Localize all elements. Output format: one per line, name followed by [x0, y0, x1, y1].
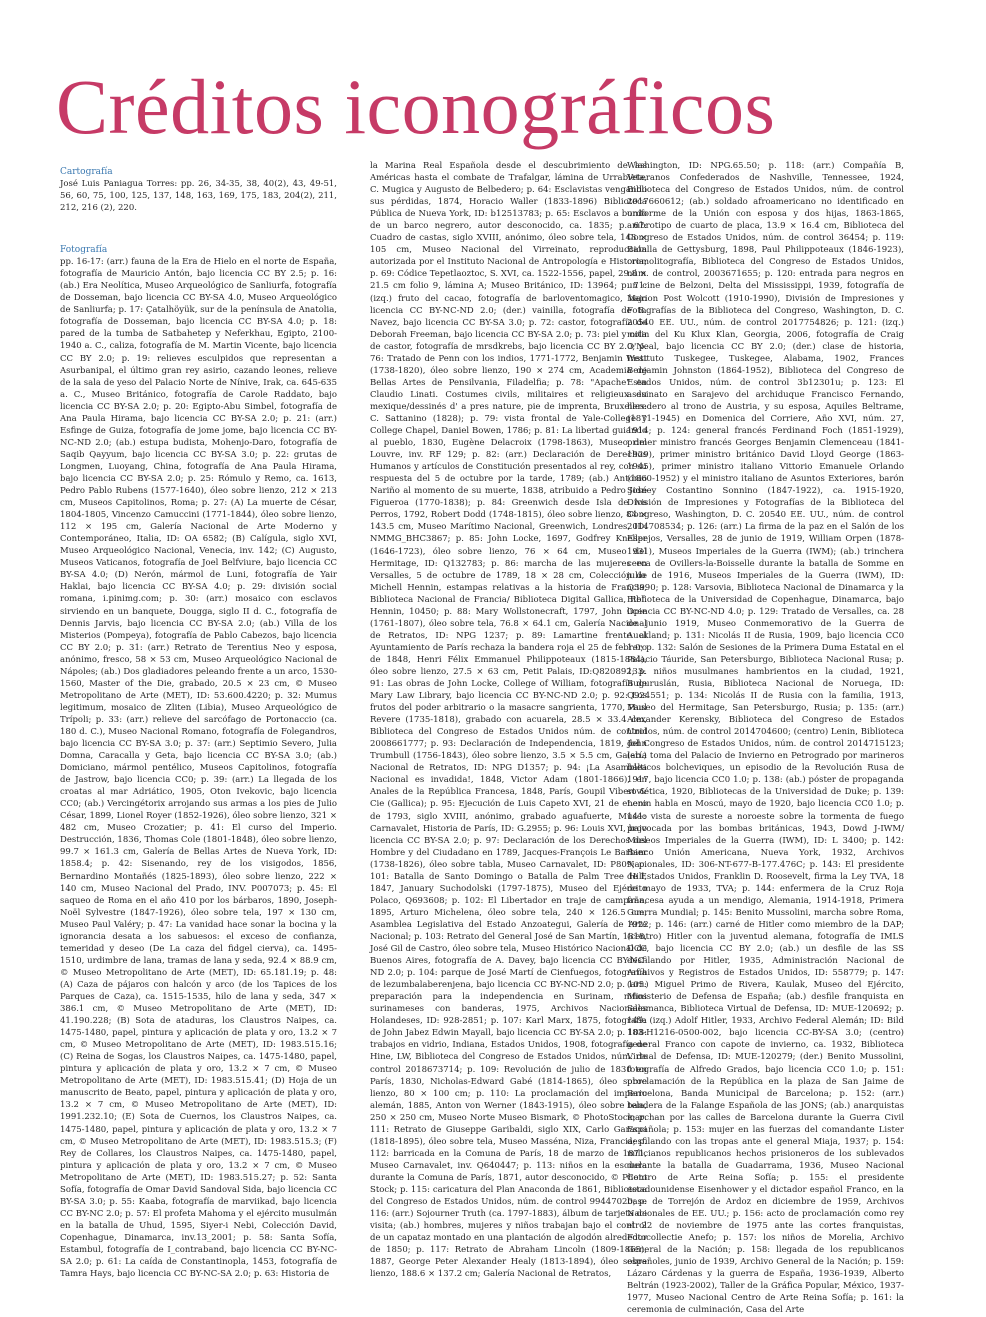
text-column-3: [627, 160, 904, 1316]
text-column-1: [60, 166, 337, 1286]
section-heading-cartografia: Cartografía: [60, 167, 113, 177]
section-heading-fotografia: Fotografía: [60, 245, 108, 256]
section-text-fotografia-part-1: pp. 16-17: (arr.) fauna de la Era de Hielo en el norte de España, fotografía de Mauricio Antón, bajo licencia CC BY 2.5; p. 16: (ab.) Era Neolítica, Museo Arqueológico de Sanliurfa, fotografía de Dosseman, bajo licencia CC BY-SA 4.0, Museo Arqueológico de Sanliurfa; p. 17: Çatalhöyük, sur de la península de Anatolia, fotografía de Dosseman, bajo licencia CC BY-SA 4.0; p. 18: pared de la tumba de Satbahetep y Neferkhau, Egipto, 2100-1940 a. C., caliza, fotografía de M. Martin Vicente, bajo licencia CC BY 2.0; p. 19: relieves esculpidos que representan a Asurbanipal, el último gran rey asirio, cazando leones, relieve de la sala de yeso del Palacio Norte de Nínive, Irak, ca. 645-635 a. C., Museo Británico, fotografía de Carole Raddato, bajo licencia CC BY-SA 2.0; p. 20: Egipto-Abu Simbel, fotografía de Ana Paula Hirama, bajo licencia CC BY-SA 2.0; p. 21: (arr.) Esfinge de Guiza, fotografía de jome jome, bajo licencia CC BY-NC-ND 2.0; (ab.) estupa budista, Mohenjo-Daro, fotografía de Saqib Qayyum, bajo licencia CC BY-SA 3.0; p. 22: grutas de Longmen, Luoyang, China, fotografía de Ana Paula Hirama, bajo licencia CC BY-SA 2.0; p. 25: Rómulo y Remo, ca. 1613, Pedro Pablo Rubens (1577-1640), óleo sobre lienzo, 212 × 213 cm, Museos Capitolinos, Roma; p. 27: (A) La muerte de César, 1804-1805, Vincenzo Camuccini (1771-1844), óleo sobre lienzo, 112 × 195 cm, Galería Nacional de Arte Moderno y Contemporáneo, Italia, ID: OA 6582; (B) Calígula, siglo XVI, Museo Arqueológico Nacional, Venecia, inv. 142; (C) Augusto, Museos Vaticanos, fotografía de Joel Belfviure, bajo licencia CC BY-SA 4.0; (D) Nerón, mármol de Luni, fotografía de Yair Haklai, bajo licencia CC BY-SA 4.0; p. 29: división social romana, i.pinimg.com; p. 30: (arr.) mosaico con esclavos sirviendo en un banquete, Dougga, siglo II d. C., fotografía de Dennis Jarvis, bajo licencia CC BY-SA 2.0; (ab.) Villa de los Misterios (Pompeya), fotografía de Pablo Cabezos, bajo licencia CC BY 2.0; p. 31: (arr.) Retrato de Terentius Neo y esposa, anónimo, fresco, 58 × 53 cm, Museo Arqueológico Nacional de Nápoles; (ab.) Dos gladiadores peleando frente a un arco, 1530-1560, Master of the Die, grabado, 20.5 × 23 cm, © Museo Metropolitano de Arte (MET), ID: 53.600.4220; p. 32: Mumus legitimum, mosaico de Zliten (Libia), Museo Arqueológico de Trípoli; p. 33: (arr.) relieve del sarcófago de Portonaccio (ca. 180 d. C.), Museo Nacional Romano, fotografía de Folegandros, bajo licencia CC BY-SA 3.0; p. 37: (arr.) Septimio Severo, Julia Domna, Caracalla y Geta, bajo licencia CC BY-SA 3.0; (ab.) Domiciano, mármol pentélico, Museos Capitolinos, fotografía de Jastrow, bajo licencia CC0; p. 39: (arr.) La llegada de los croatas al mar Adriático, 1905, Oton Ivekovic, bajo licencia CC0; (ab.) Vercingétorix arrojando sus armas a los pies de Julio César, 1899, Lionel Royer (1852-1926), óleo sobre lienzo, 321 × 482 cm, Museo Crozatier; p. 41: El curso del Imperio. Destrucción, 1836, Thomas Cole (1801-1848), óleo sobre lienzo, 99.7 × 161.3 cm, Galería de Bellas Artes de Nueva York, ID: 1858.4; p. 42: Sisenando, rey de los visigodos, 1856, Bernardino Montañés (1825-1893), óleo sobre lienzo, 222 × 140 cm, Museo Nacional del Prado, INV. P007073; p. 45: El saqueo de Roma en el año 410 por los bárbaros, 1890, Joseph-Noël Sylvestre (1847-1926), óleo sobre tela, 197 × 130 cm, Museo Paul Valéry; p. 47: La vanidad hace sonar la bocina y la ignorancia desata a los sabuesos: el exceso de confianza, temeridad y deseo (De La caza del fidgel cierva), ca. 1495-1510, urdimbre de lana, tramas de lana y seda, 92.4 × 88.9 cm, © Museo Metropolitano de Arte (MET), ID: 65.181.19; p. 48: (A) Caza de pájaros con halcón y arco (de los Tapices de los Parques de Caza), ca. 1515-1535, hilo de lana y seda, 347 × 386.1 cm, © Museo Metropolitano de Arte (MET), ID: 41.190.228; (B) Sota de ataduras, los Claustros Naipes, ca. 1475-1480, papel, pintura y aplicación de plata y oro, 13.2 × 7 cm, © Museo Metropolitano de Arte (MET), ID: 1983.515.16; (C) Reina de Sogas, los Claustros Naipes, ca. 1475-1480, papel, pintura y aplicación de plata y oro, 13.2 × 7 cm, © Museo Metropolitano de Arte (MET), ID: 1983.515.41; (D) Hoja de un manuscrito de Beato, papel, pintura y aplicación de plata y oro, 13.2 × 7 cm, © Museo Metropolitano de Arte (MET), ID: 1991.232.10; (E) Sota de Cuernos, los Claustros Naipes, ca. 1475-1480, papel, pintura y aplicación de plata y oro, 13.2 × 7 cm, © Museo Metropolitano de Arte (MET), ID: 1983.515.3; (F) Rey de Collares, los Claustros Naipes, ca. 1475-1480, papel, pintura y aplicación de plata y oro, 13.2 × 7 cm, © Museo Metropolitano de Arte (MET), ID: 1983.515.27; p. 52: Santa Sofía, fotografía de Omar David Sandoval Sida, bajo licencia CC BY-SA 3.0; p. 55: Kaaba, fotografía de marviikad, bajo licencia CC BY-NC 2.0; p. 57: El profeta Mahoma y el ejército musulmán en la batalla de Uhud, 1595, Siyer-i Nebi, Colección David, Copenhague, Dinamarca, inv.13_2001; p. 58: Santa Sofía, Estambul, fotografía de I_contraband, bajo licencia CC BY-NC-SA 2.0; p. 61: La caída de Constantinopla, 1453, fotografía de Tamra Hays, bajo licencia CC BY-NC-SA 2.0; p. 63: Historia de: [60, 257, 337, 1280]
page-title: Créditos iconográficos: [56, 63, 776, 150]
section-text-fotografia-part-2: la Marina Real Española desde el descubrimiento de las Américas hasta el combate de Trafalgar, lámina de Urrabieta, C. Mugica y Augusto de Belbedero; p. 64: Esclavistas vengando sus pérdidas, 1874, Horacio Waller (1833-1896) Biblioteca Pública de Nueva York, ID: b12513783; p. 65: Esclavos a bordo de un barco negrero, autor desconocido, ca. 1835; p. 67: Cuadro de castas, siglo XVIII, anónimo, óleo sobre tela, 148 × 105 cm, Museo Nacional del Virreinato, reproducción autorizada por el Instituto Nacional de Antropología e Historia; p. 69: Códice Tepetlaoztoc, S. XVI, ca. 1522-1556, papel, 29.8 × 21.5 cm folio 9, lámina A; Museo Británico, ID: 13964; p. 71: (izq.) fruto del cacao, fotografía de barloventomagico, bajo licencia CC BY-NC-ND 2.0; (der.) vainilla, fotografía de B. Navez, bajo licencia CC BY-SA 3.0; p. 72: castor, fotografía de Deborah Freeman, bajo licencia CC BY-SA 2.0; p. 73: piel y cola de castor, fotografía de mrsdkrebs, bajo licencia CC BY 2.0; p. 76: Tratado de Penn con los indios, 1771-1772, Benjamin West (1738-1820), óleo sobre lienzo, 190 × 274 cm, Academia de Bellas Artes de Pensilvania, Filadelfia; p. 78: "Apache" en Claudio Linati. Costumes civils, militaires et religieux du mexique/dessinés d' a pres nature, pie de imprenta, Bruxelles. C. Sattanino (1828); p. 79: vista frontal de Yale-College y College Chapel, Daniel Bowen, 1786; p. 81: La libertad guiando al pueblo, 1830, Eugène Delacroix (1798-1863), Museo del Louvre, inv. RF 129; p. 82: (arr.) Declaración de Derechos Humanos y artículos de Constitución presentados al rey, con su respuesta del 5 de octubre por la tarde, 1789; (ab.) Antonio Nariño al momento de su muerte, 1838, atribuido a Pedro José Figueroa (1770-1838); p. 84: Greenwich desde Isla de los Perros, 1792, Robert Dodd (1748-1815), óleo sobre lienzo, 84 × 143.5 cm, Museo Marítimo Nacional, Greenwich, Londres, ID: NMMG_BHC3867; p. 85: John Locke, 1697, Godfrey Kneller (1646-1723), óleo sobre lienzo, 76 × 64 cm, Museo del Hermitage, ID: Q132783; p. 86: marcha de las mujeres en Versalles, 5 de octubre de 1789, 18 × 28 cm, Colección de Michell Hennin, estampas relativas a la historia de Francia, Biblioteca Nacional de Francia/ Biblioteca Digital Gallica, Ref. Hennin, 10450; p. 88: Mary Wollstonecraft, 1797, John Opie (1761-1807), óleo sobre tela, 76.8 × 64.1 cm, Galería Nacional de Retratos, ID: NPG 1237; p. 89: Lamartine frente al Ayuntamiento de París rechaza la bandera roja el 25 de febrero de 1848, Henri Félix Emmanuel Philippoteaux (1815-1884), óleo sobre lienzo, 27.5 × 63 cm, Petit Palais, ID:Q820892; p. 91: Las obras de John Locke, College of William, fotografía de Mary Law Library, bajo licencia CC BY-NC-ND 2.0; p. 92: Los frutos del poder arbitrario o la masacre sangrienta, 1770, Paul Revere (1735-1818), grabado con acuarela, 28.5 × 33.4 cm, Biblioteca del Congreso de Estados Unidos núm. de control 2008661777; p. 93: Declaración de Independencia, 1819, John Trumbull (1756-1843), óleo sobre lienzo, 3.5 × 5.5 cm, Galería Nacional de Retratos, ID: NPG D1357; p. 94: ¡La Asamblea Nacional es invadida!, 1848, Victor Adam (1801-1866), en Anales de la República Francesa, 1848, París, Goupil Vibert & Cie (Gallica); p. 95: Ejecución de Luis Capeto XVI, 21 de enero de 1793, siglo XVIII, anónimo, grabado aguafuerte, Museo Carnavalet, Historia de París, ID: G.2955; p. 96: Louis XVI, bajo licencia CC BY-SA 2.0; p. 97: Declaración de los Derechos del Hombre y del Ciudadano en 1789, Jacques-François Le Barbier (1738-1826), óleo sobre tabla, Museo Carnavalet, ID: P809; p. 101: Batalla de Santo Domingo o Batalla de Palm Tree Hill, 1847, January Suchodolski (1797-1875), Museo del Ejército Polaco, Q693608; p. 102: El Libertador en traje de campaña, 1895, Arturo Michelena, óleo sobre tela, 240 × 126.5 cm, Asamblea Legislativa del Estado Anzoategui, Galería de Arte Nacional; p. 103: Retrato del General José de San Martín, 1818, José Gil de Castro, óleo sobre tela, Museo Histórico Nacional de Buenos Aires, fotografía de A. Davey, bajo licencia CC BY-NC-ND 2.0; p. 104: parque de José Martí de Cienfuegos, fotografía de lezumbalaberenjena, bajo licencia CC BY-NC-ND 2.0; p. 105: preparación para la independencia en Surinam, niños surinameses con banderas, 1975, Archivos Nacionales Holandeses, ID: 928-2851; p. 107: Karl Marx, 1875, fotografía de John Jabez Edwin Mayall, bajo licencia CC BY-SA 2.0; p. 108: trabajos en vidrio, Indiana, Estados Unidos, 1908, fotografía de Hine, LW, Biblioteca del Congreso de Estados Unidos, núm. de control 2018673714; p. 109: Revolución de julio de 1830 en París, 1830, Nicholas-Edward Gabé (1814-1865), óleo sobre lienzo, 80 × 100 cm; p. 110: La proclamación del imperio alemán, 1885, Anton von Werner (1843-1915), óleo sobre tela, 250 × 250 cm, Museo Norte Museo Bismark, © PhotoStock; p. 111: Retrato de Giuseppe Garibaldi, siglo XIX, Carlo Garacci (1818-1895), óleo sobre tela, Museo Masséna, Niza, Francia; p. 112: barricada en la Comuna de París, 18 de marzo de 1871, Museo Carnavalet, inv. Q640447; p. 113: niños en la escuela durante la Comuna de París, 1871, autor desconocido, © Photo Stock; p. 115: caricatura del Plan Anaconda de 1861, Biblioteca del Congreso de Estados Unidos, núm. de control 99447020; p. 116: (arr.) Sojourner Truth (ca. 1797-1883), álbum de tarjeta de visita; (ab.) hombres, mujeres y niños trabajan bajo el control de un capataz montado en una plantación de algodón alrededor de 1850; p. 117: Retrato de Abraham Lincoln (1809-1865), 1887, George Peter Alexander Healy (1813-1894), óleo sobre lienzo, 188.6 × 137.2 cm; Galería Nacional de Retratos,: [370, 161, 648, 1280]
section-gap: [60, 214, 337, 244]
text-column-2: [370, 160, 647, 1280]
section-text-fotografia-part-3: Washington, ID: NPG.65.50; p. 118: (arr.) Compañía B, Veteranos Confederados de Nashville, Tennessee, 1924, Biblioteca del Congreso de Estados Unidos, núm. de control 2017660612; (ab.) soldado afroamericano no identificado en uniforme de la Unión con esposa y dos hijas, 1863-1865, ambrotipo de cuarto de placa, 13.9 × 16.4 cm, Biblioteca del Congreso de Estados Unidos, núm. de control 36454; p. 119: Batalla de Gettysburg, 1898, Paul Philippoteaux (1846-1923), cromolitografía, Biblioteca del Congreso de Estados Unidos, núm. de control, 2003671655; p. 120: entrada para negros en un cine de Belzoni, Delta del Mississippi, 1939, fotografía de Marion Post Wolcott (1910-1990), División de Impresiones y Fotografías de la Biblioteca del Congreso, Washington, D. C. 20540 EE. UU., núm. de control 2017754826; p. 121: (izq.) mitin del Ku Klux Klan, Georgia, 2006, fotografía de Craig O'Neal, bajo licencia CC BY 2.0; (der.) clase de historia, Instituto Tuskegee, Tuskegee, Alabama, 1902, Frances Benjamin Johnston (1864-1952), Biblioteca del Congreso de Estados Unidos, núm. de control 3b12301u; p. 123: El asesinato en Sarajevo del archiduque Francisco Fernando, heredero al trono de Austria, y su esposa, Aquiles Beltrame, (1871-1945) en Domenica del Corriere, Año XVI, núm. 27, 1914; p. 124: general francés Ferdinand Foch (1851-1929), primer ministro francés Georges Benjamin Clemenceau (1841-1929), primer ministro británico David Lloyd George (1863-1945), primer ministro italiano Vittorio Emanuele Orlando (1860-1952) y el ministro italiano de Asuntos Exteriores, barón Sidney Costantino Sonnino (1847-1922), ca. 1915-1920, División de Impresiones y Fotografías de la Biblioteca del Congreso, Washington, D. C. 20540 EE. UU., núm. de control 2014708534; p. 126: (arr.) La firma de la paz en el Salón de los Espejos, Versalles, 28 de junio de 1919, William Orpen (1878-1931), Museos Imperiales de la Guerra (IWM); (ab.) trinchera cerca de Ovillers-la-Boisselle durante la batalla de Somme en julio de 1916, Museos Imperiales de la Guerra (IWM), ID: Q3990; p. 128: Varsovia, Biblioteca Nacional de Dinamarca y la Biblioteca de la Universidad de Copenhague, Dinamarca, bajo licencia CC BY-NC-ND 4.0; p. 129: Tratado de Versalles, ca. 28 de junio 1919, Museo Conmemorativo de la Guerra de Auckland; p. 131: Nicolás II de Rusia, 1909, bajo licencia CC0 1.0; p. 132: Salón de Sesiones de la Primera Duma Estatal en el Palacio Táuride, San Petersburgo, Biblioteca Nacional Rusa; p. 133: niños musulmanes hambrientos en la ciudad, 1921, Buguruslán, Rusia, Biblioteca Nacional de Noruega, ID: Q924551; p. 134: Nicolás II de Rusia con la familia, 1913, Museo del Hermitage, San Petersburgo, Rusia; p. 135: (arr.) Alexander Kerensky, Biblioteca del Congreso de Estados Unidos, núm. de control 2014704600; (centro) Lenin, Biblioteca del Congreso de Estados Unidos, núm. de control 2014715123; (ab.) toma del Palacio de Invierno en Petrogrado por marineros bálticos bolcheviques, un episodio de la Revolución Rusa de 1917, bajo licencia CC0 1.0; p. 138: (ab.) póster de propaganda soviética, 1920, Bibliotecas de la Universidad de Duke; p. 139: Lenin habla en Moscú, mayo de 1920, bajo licencia CC0 1.0; p. 141: vista de sureste a noroeste sobre la tormenta de fuego provocada por las bombas británicas, 1943, Dowd J-IWM/ Museos Imperiales de la Guerra (IWM), ID: L 3400; p. 142: Banco Unión Americana, Nueva York, 1932, Archivos Nacionales, ID: 306-NT-677-B-177.476C; p. 143: El presidente de Estados Unidos, Franklin D. Roosevelt, firma la Ley TVA, 18 de mayo de 1933, TVA; p. 144: enfermera de la Cruz Roja francesa ayuda a un mendigo, Alemania, 1914-1918, Primera Guerra Mundial; p. 145: Benito Mussolini, marcha sobre Roma, 1922; p. 146: (arr.) carné de Hitler como miembro de la DAP; (centro) Hitler con la juventud alemana, fotografía de IMLS DCC, bajo licencia CC BY 2.0; (ab.) un desfile de las SS desfilando por Hitler, 1935, Administración Nacional de Archivos y Registros de Estados Unidos, ID: 558779; p. 147: (arr.) Miguel Primo de Rivera, Kaulak, Museo del Ejército, Ministerio de Defensa de España; (ab.) desfile franquista en Salamanca, Biblioteca Virtual de Defensa, ID: MUE-120692; p. 149: (izq.) Adolf Hitler, 1933, Archivo Federal Alemán; ID: Bild 183-H1216-0500-002, bajo licencia CC-BY-SA 3.0; (centro) general Franco con capote de invierno, ca. 1932, Biblioteca Virtual de Defensa, ID: MUE-120279; (der.) Benito Mussolini, fotografía de Alfredo Grados, bajo licencia CC0 1.0; p. 151: proclamación de la República en la plaza de San Jaime de Barcelona, Banda Municipal de Barcelona; p. 152: (arr.) bandera de la Falange Española de las JONS; (ab.) anarquistas marchan por las calles de Barcelona durante la Guerra Civil Española; p. 153: mujer en las fuerzas del comandante Lister desfilando con las tropas ante el general Miaja, 1937; p. 154: milicianos republicanos hechos prisioneros de los sublevados durante la batalla de Guadarrama, 1936, Museo Nacional Centro de Arte Reina Sofía; p. 155: el presidente estadounidense Eisenhower y el dictador español Franco, en la base de Torrejón de Ardoz en diciembre de 1959, Archivos Nacionales de EE. UU.; p. 156: acto de proclamación como rey el 22 de noviembre de 1975 ante las cortes franquistas, Fotocollectie Anefo; p. 157: los niños de Morelia, Archivo General de la Nación; p. 158: llegada de los republicanos españoles, junio de 1939, Archivo General de la Nación; p. 159: Lázaro Cárdenas y la guerra de España, 1936-1939, Alberto Beltrán (1923-2002), Taller de la Gráfica Popular, México, 1937-1977, Museo Nacional Centro de Arte Reina Sofía; p. 161: la ceremonia de culminación, Casa del Arte: [627, 161, 904, 1316]
section-text-cartografia: José Luis Paniagua Torres: pp. 26, 34-35, 38, 40(2), 43, 49-51, 56, 60, 75, 100, 125, 137, 148, 163, 169, 175, 183, 204(2), 211, 212, 216 (2), 220.: [60, 179, 337, 214]
